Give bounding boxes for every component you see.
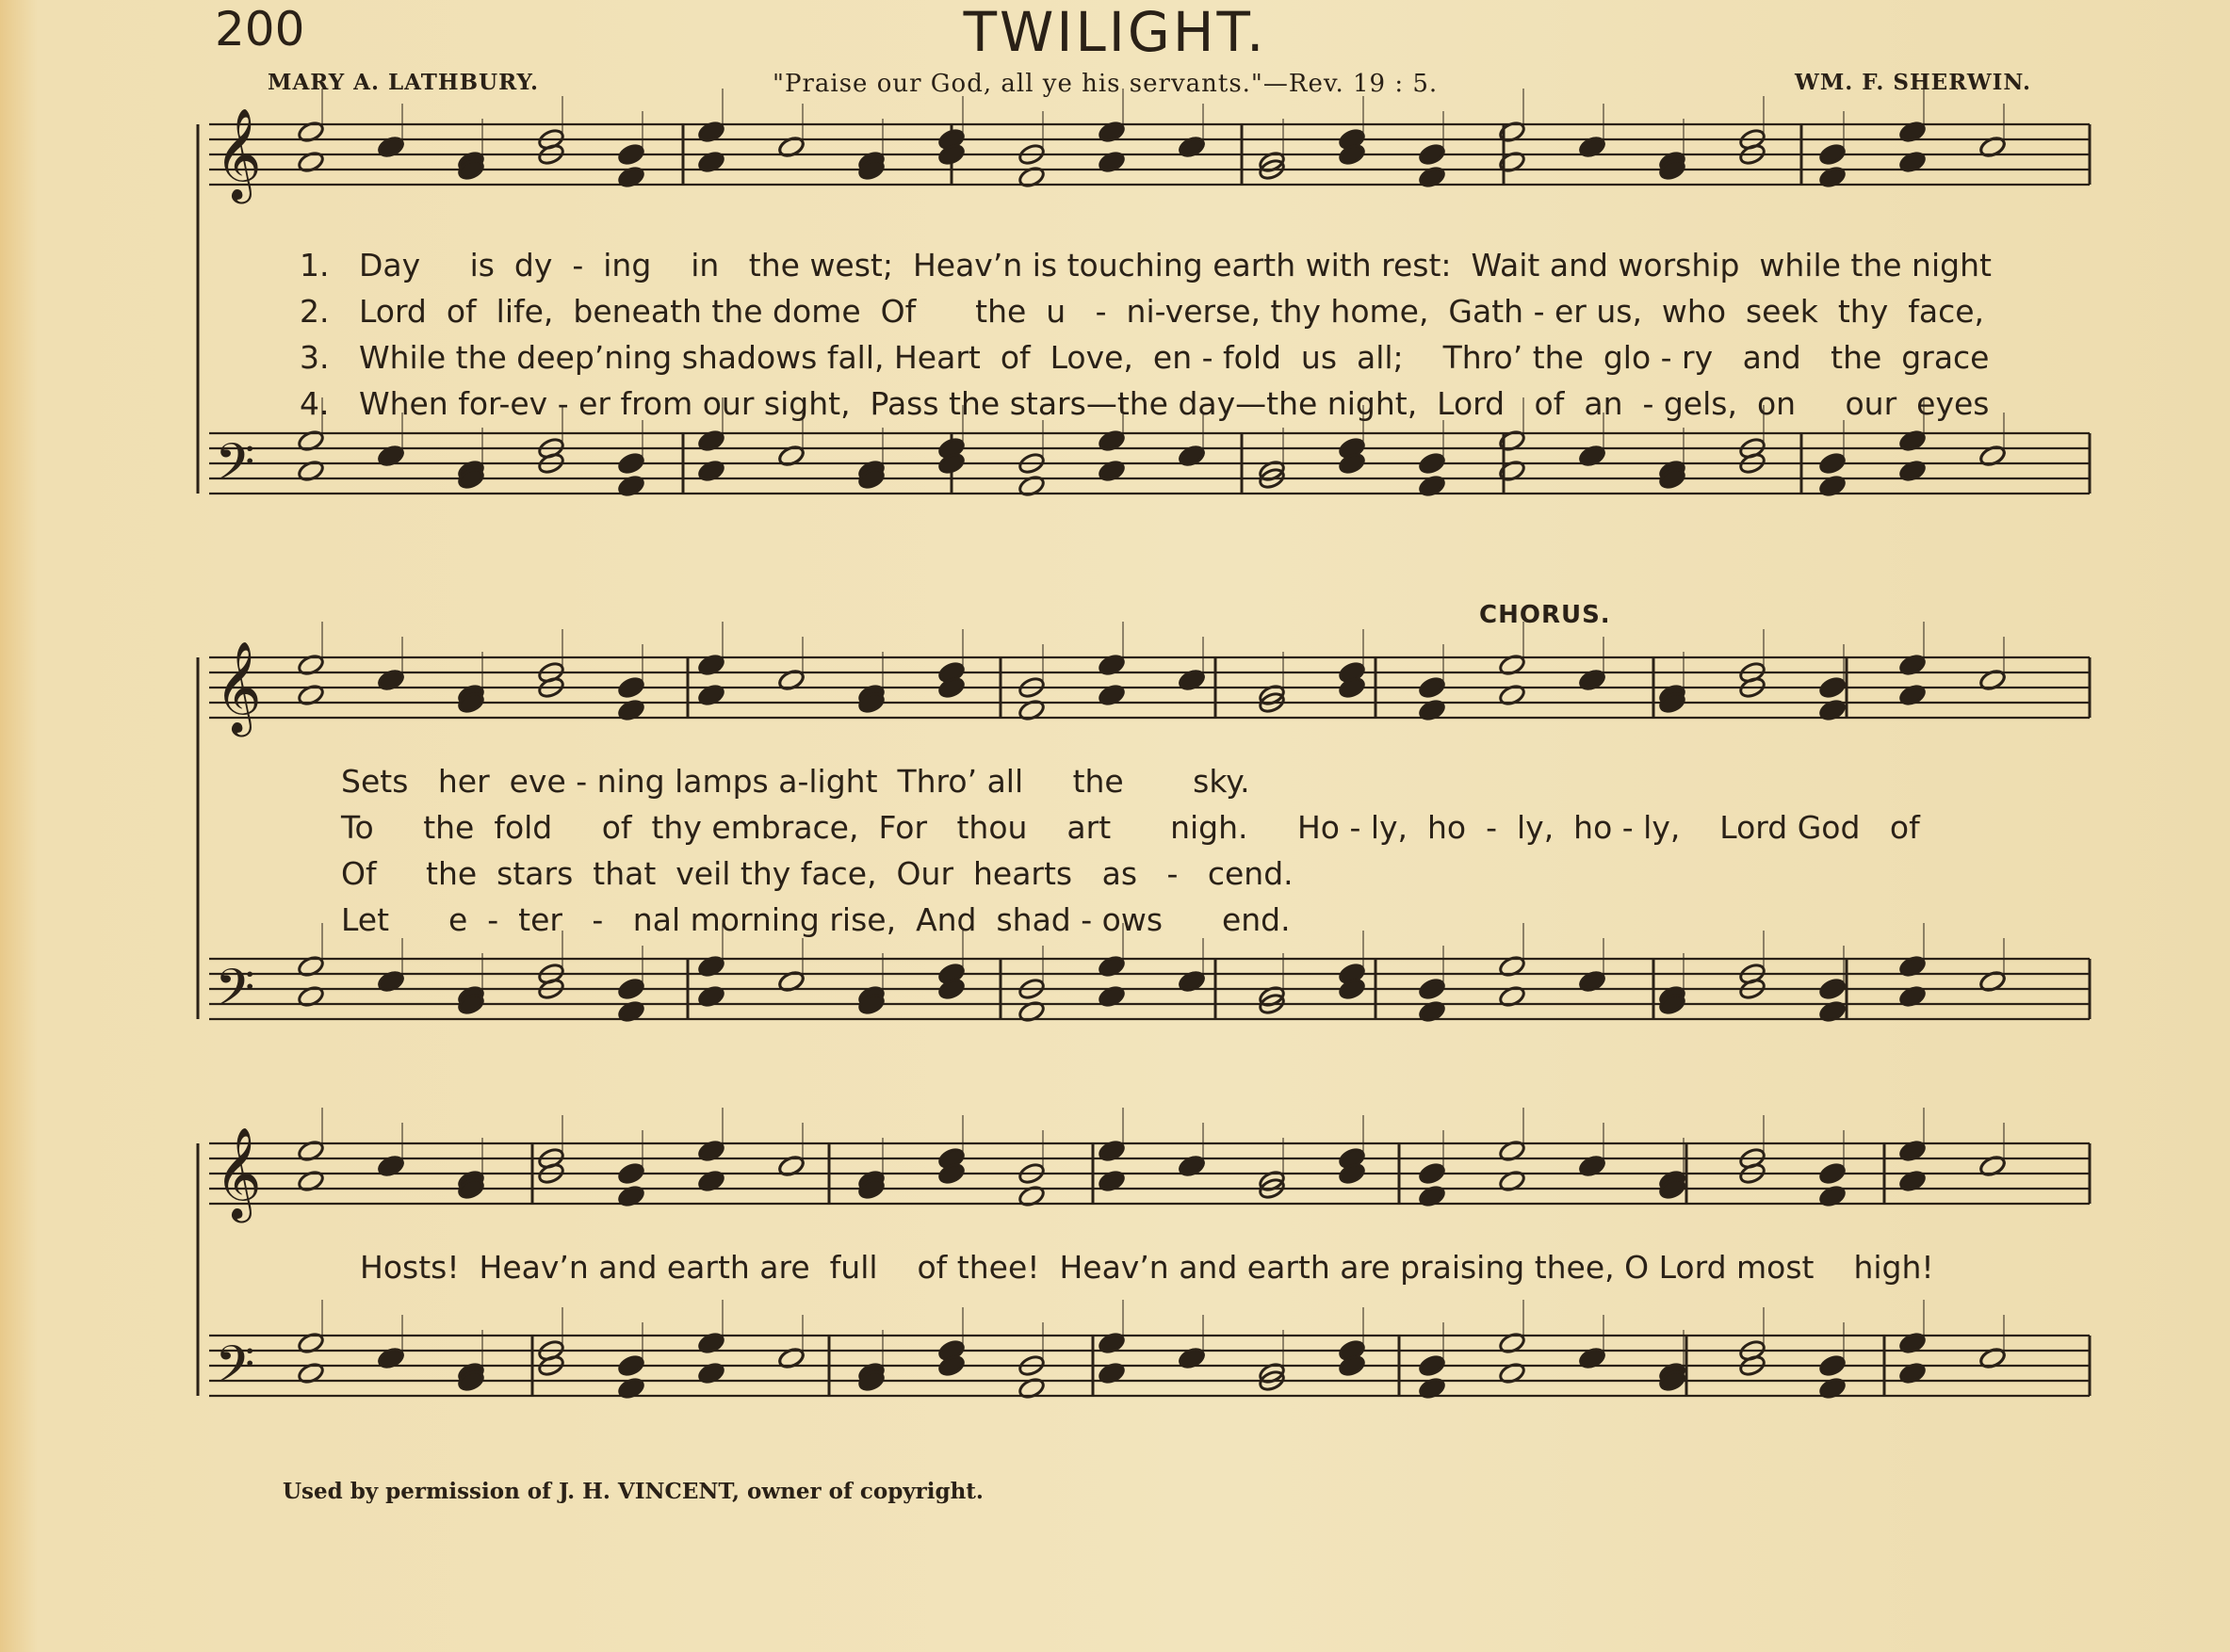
note-head: [1818, 675, 1847, 699]
note-head: [1418, 142, 1446, 166]
note-head: [617, 142, 645, 166]
bass-clef-icon: 𝄢: [215, 958, 255, 1030]
note-head: [1818, 451, 1847, 475]
note-head: [1418, 1161, 1446, 1185]
lyricist-credit: MARY A. LATHBURY.: [268, 70, 539, 95]
treble-clef-icon: 𝄞: [215, 640, 262, 733]
verse-4-line-a: 4. When for-ev - er from our sight, Pass the stars—the day—the night, Lord of an - gels, on our eyes: [300, 385, 1990, 422]
note-head: [1818, 1353, 1847, 1377]
clef-symbols: [215, 107, 262, 1407]
copyright-footer: Used by permission of J. H. VINCENT, owner of copyright.: [283, 1479, 984, 1504]
page-number: 200: [215, 2, 305, 57]
verse-4-line-b: Let e - ter - nal morning rise, And shad - ows end.: [341, 901, 1291, 938]
verse-2-line-b: To the fold of thy embrace, For thou art nigh. Ho - ly, ho - ly, ho - ly, Lord God of: [341, 809, 1920, 846]
note-head: [617, 1161, 645, 1185]
bass-clef-icon: 𝄢: [215, 1335, 255, 1407]
treble-clef-icon: 𝄞: [215, 107, 262, 200]
verse-1-line-b: Sets her eve - ning lamps a-light Thro’ all the sky.: [341, 763, 1250, 800]
scripture-epigraph: "Praise our God, all ye his servants."—Rev. 19 : 5.: [773, 70, 1439, 98]
composer-credit: WM. F. SHERWIN.: [1795, 70, 2031, 95]
note-head: [1418, 451, 1446, 475]
note-head: [1418, 977, 1446, 1000]
verse-1-line-a: 1. Day is dy - ing in the west; Heav’n is touching earth with rest: Wait and worship while the night: [300, 247, 1992, 283]
note-head: [617, 675, 645, 699]
verse-3-line-b: Of the stars that veil thy face, Our hearts as - cend.: [341, 855, 1294, 892]
bass-clef-icon: 𝄢: [215, 432, 255, 505]
note-head: [617, 451, 645, 475]
verse-3-line-a: 3. While the deep’ning shadows fall, Heart of Love, en - fold us all; Thro’ the glo - ry and the grace: [300, 339, 1990, 376]
note-head: [1818, 977, 1847, 1000]
chorus-label: CHORUS.: [1479, 601, 1611, 629]
note-head: [1418, 1353, 1446, 1377]
note-head: [617, 977, 645, 1000]
verse-2-line-a: 2. Lord of life, beneath the dome Of the u - ni-verse, thy home, Gath - er us, who seek thy face,: [300, 293, 1985, 330]
treble-clef-icon: 𝄞: [215, 1126, 262, 1219]
note-head: [617, 1353, 645, 1377]
note-head: [1418, 675, 1446, 699]
note-head: [1818, 142, 1847, 166]
chorus-lyric-line: Hosts! Heav’n and earth are full of thee! Heav’n and earth are praising thee, O Lord most high!: [360, 1249, 1934, 1286]
hymn-title: TWILIGHT.: [963, 0, 1267, 64]
note-head: [1818, 1161, 1847, 1185]
